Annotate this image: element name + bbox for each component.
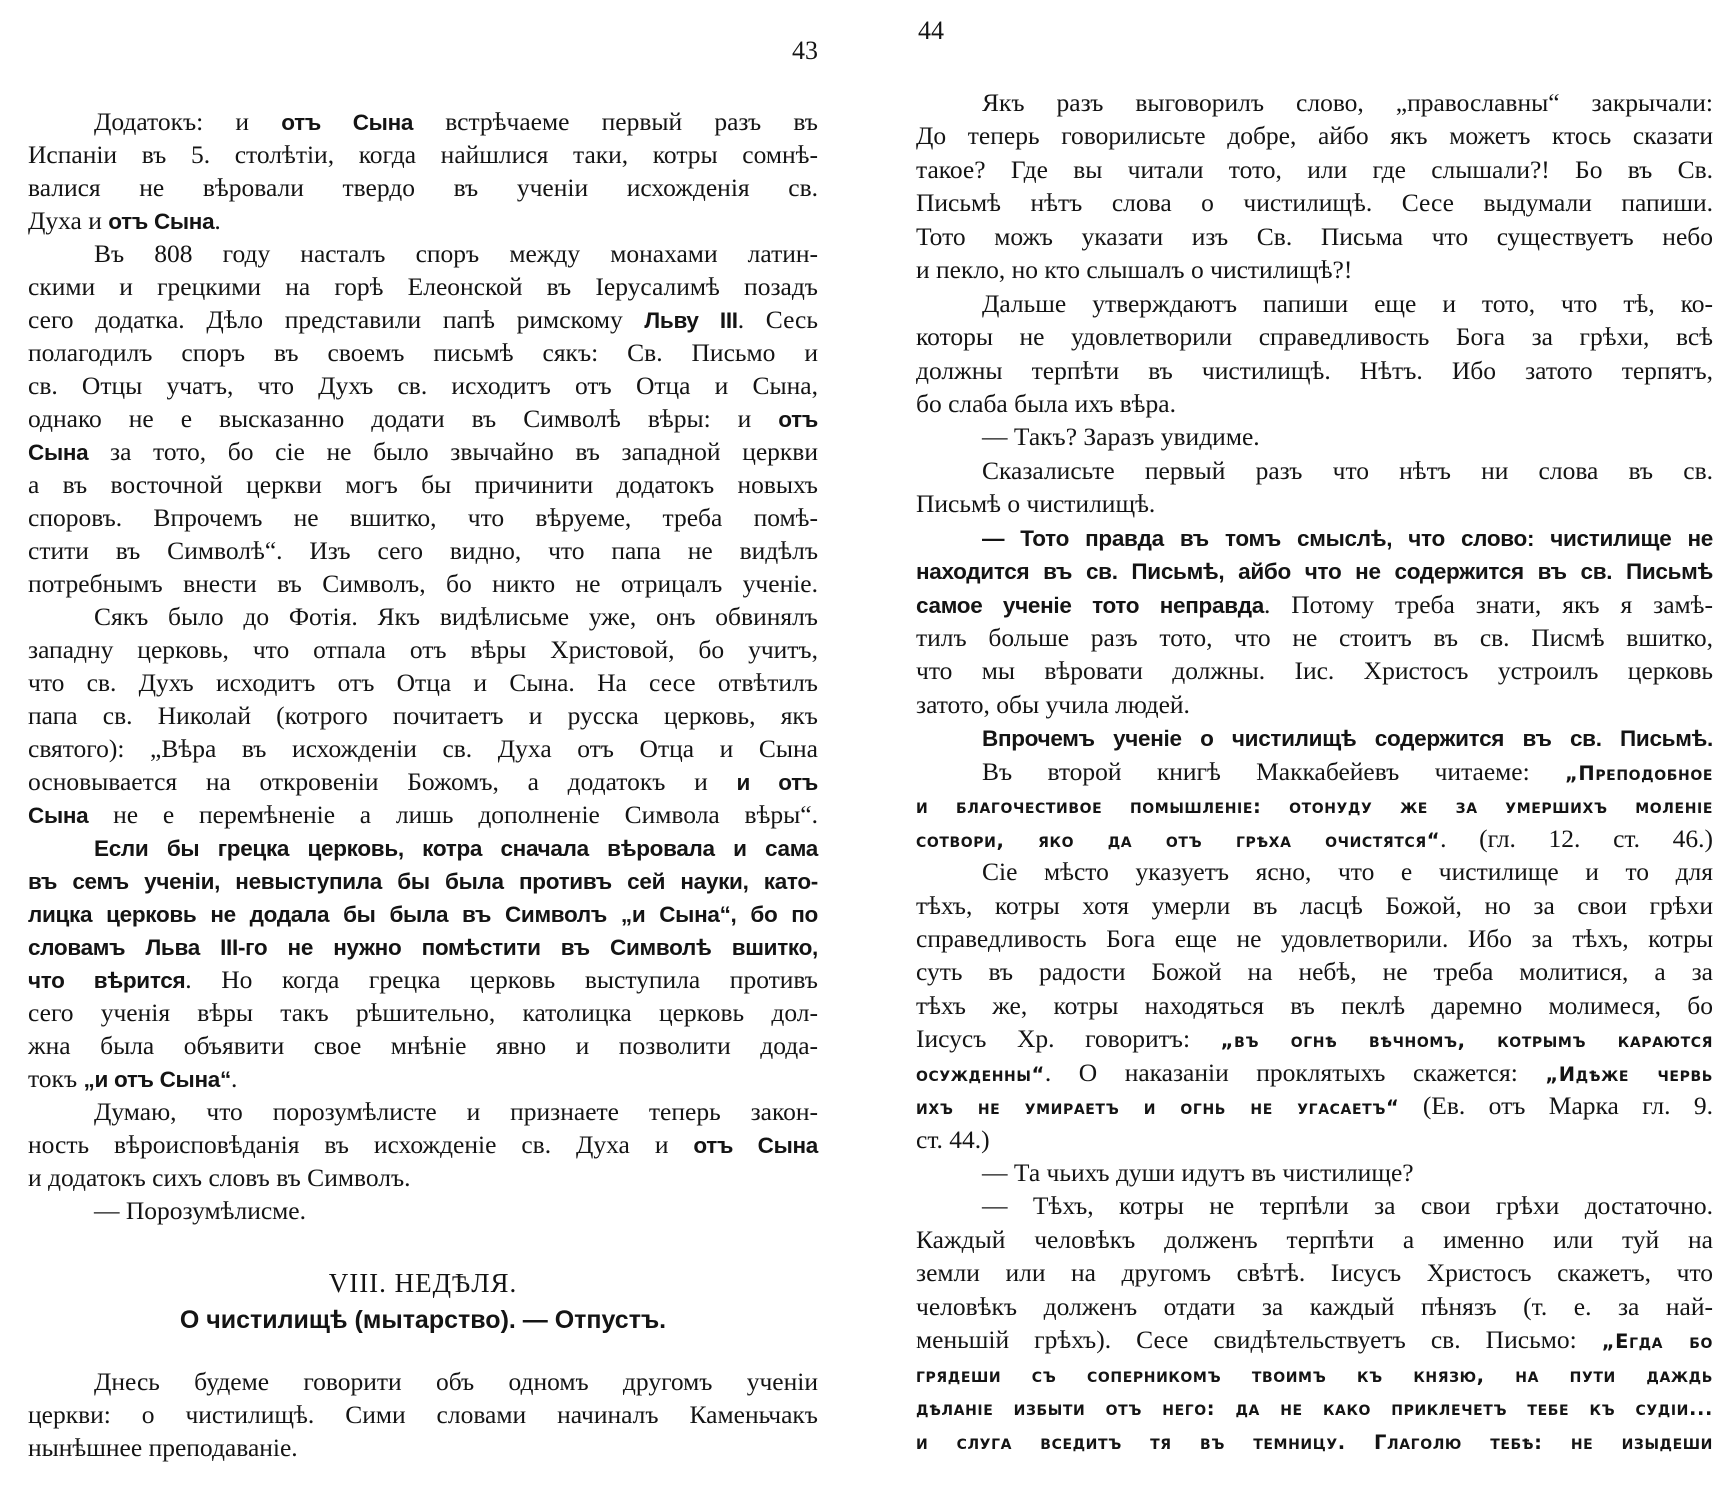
text: святого): „Вѣра въ исхожденіи св. Духа отъ Отца и Сына (28, 734, 818, 763)
text-line (28, 930, 818, 963)
text-line (916, 1290, 1713, 1323)
text-line (28, 138, 818, 171)
church-slavonic-quote: дѣланіе избыти отъ него: да не како приклечетъ тебе къ судіи... (916, 1397, 1713, 1421)
text-line (916, 588, 1713, 621)
text: — Порозумѣлисме. (94, 1196, 306, 1225)
bold-text: въ семъ ученіи, невыступила бы была противъ сей науки, като- (28, 869, 818, 894)
text-line (28, 600, 818, 633)
text-line (28, 1128, 818, 1161)
church-slavonic-quote: сотвори, яко да отъ грѣха очистятся“ (916, 828, 1441, 852)
body-text (28, 105, 818, 1227)
text-line (28, 105, 818, 138)
text-line (916, 1323, 1713, 1356)
body-text (916, 86, 1713, 1457)
text: св. Отцы учатъ, что Духъ св. исходитъ отъ Отца и Сына, (28, 371, 818, 400)
text-line (916, 454, 1713, 487)
text-line (28, 897, 818, 930)
text-line (916, 1189, 1713, 1222)
text-line (916, 688, 1713, 721)
chapter-title: О чистилищѣ (мытарство). — Отпустъ. (179, 1306, 667, 1334)
text-line (28, 963, 818, 996)
text-line (916, 822, 1713, 855)
text-line (916, 721, 1713, 754)
text: Додатокъ: и (94, 107, 282, 136)
text: затото, обы учила людей. (916, 689, 1190, 719)
text-line (916, 487, 1713, 520)
text: — Тѣхъ, котры не терпѣли за свои грѣхи достаточно. (982, 1191, 1713, 1221)
text-line (28, 633, 818, 666)
text-line (28, 567, 818, 600)
text-line (916, 788, 1713, 821)
text: что мы вѣровати должны. Іис. Христосъ устроилъ церковь (916, 656, 1713, 686)
text-line (916, 654, 1713, 687)
text-line (28, 369, 818, 402)
text-line (28, 501, 818, 534)
text: Сякъ было до Фотія. Якъ видѣлисьме уже, онъ обвинялъ (94, 602, 818, 631)
bold-text: отъ Сына (281, 110, 414, 135)
chapter-opening-text (28, 1365, 818, 1464)
bold-text: Сына (28, 440, 89, 465)
text: бо слаба была ихъ вѣра. (916, 388, 1176, 418)
church-slavonic-quote: „Егда бо (1601, 1330, 1713, 1354)
left-page (28, 0, 818, 1500)
text-line (28, 171, 818, 204)
text: Духа и (28, 206, 109, 235)
bold-text: Сына (28, 803, 89, 828)
text-line (916, 354, 1713, 387)
church-slavonic-quote: осужденны“ (916, 1062, 1045, 1086)
bold-text: — Тото правда въ томъ смыслѣ, что слово: чистилище не (982, 525, 1713, 551)
text-line (28, 435, 818, 468)
church-slavonic-quote: „въ огнѣ вѣчномъ, котрымъ караются (1220, 1029, 1713, 1053)
bold-text: самое ученіе тото неправда (916, 592, 1264, 618)
text-line (28, 237, 818, 270)
text: и додатокъ сихъ словъ въ Символъ. (28, 1163, 411, 1192)
text-line (916, 889, 1713, 922)
text-line (916, 521, 1713, 554)
text: что св. Духъ исходитъ отъ Отца и Сына. На сесе отвѣтилъ (28, 668, 818, 697)
text: ность вѣроисповѣданія въ исхожденіе св. Духа и (28, 1130, 694, 1159)
text: . Сесь (737, 305, 818, 334)
text: Въ 808 году насталъ споръ между монахами латин- (94, 239, 818, 268)
text: Днесь будеме говорити объ одномъ другомъ ученіи (94, 1367, 818, 1396)
text: . (230, 1064, 238, 1093)
text: земли или на другомъ свѣтѣ. Іисусъ Христосъ скажетъ, что (916, 1258, 1713, 1288)
text: токъ (28, 1064, 84, 1093)
text: Дальше утверждаютъ папиши еще и тото, что тѣ, ко- (982, 288, 1713, 318)
church-slavonic-quote: и слуга вседитъ тя въ темницу. Глаголю тебѣ: не изыдеши (916, 1430, 1713, 1454)
text: такое? Где вы читали тото, или где слышали?! Бо въ Св. (916, 154, 1713, 184)
text-line (916, 922, 1713, 955)
text: Сказалисьте первый разъ что нѣтъ ни слова въ св. (982, 455, 1713, 485)
text-line (916, 855, 1713, 888)
text-line (28, 468, 818, 501)
text: сего додатка. Дѣло представили папѣ римскому (28, 305, 645, 334)
text: Испаніи въ 5. столѣтіи, когда найшлися таки, котры сомнѣ- (28, 140, 818, 169)
text-line (28, 831, 818, 864)
bold-text: отъ (778, 407, 818, 432)
text-line (28, 270, 818, 303)
text: встрѣчаеме первый разъ въ (413, 107, 818, 136)
text: справедливость Бога еще не удовлетворили. Ибо за тѣхъ, котры (916, 923, 1713, 953)
text-line (916, 320, 1713, 353)
text-line (916, 955, 1713, 988)
bold-text: Льву III (644, 308, 738, 333)
text: До теперь говорилисьте добре, айбо якъ можетъ ктось сказати (916, 121, 1713, 151)
right-page (916, 0, 1713, 1500)
text: нынѣшнее преподаваніе. (28, 1433, 298, 1462)
text: меньшій грѣхъ). Сесе свидѣтельствуетъ св. Письмо: (916, 1325, 1602, 1355)
text: стити въ Символѣ“. Изъ сего видно, что папа не видѣлъ (28, 536, 818, 565)
text-line (28, 765, 818, 798)
church-slavonic-quote: „Преподобное (1564, 761, 1713, 785)
text-line (28, 1365, 818, 1398)
bold-text: словамъ Льва III-го не нужно помѣстити въ Символѣ вшитко, (28, 935, 818, 960)
text-line (916, 387, 1713, 420)
text-line (916, 86, 1713, 119)
text-line (916, 287, 1713, 320)
text-line (28, 864, 818, 897)
text-line (28, 1062, 818, 1095)
text-line (28, 336, 818, 369)
text-line (916, 1223, 1713, 1256)
text-line (916, 1424, 1713, 1457)
text-line (916, 1390, 1713, 1423)
page-number: 43 (792, 36, 818, 65)
text: споровъ. Впрочемъ не вшитко, что вѣруеме, треба помѣ- (28, 503, 818, 532)
text: ст. 44.) (916, 1124, 990, 1154)
week-title: VIII. НЕДѢЛЯ. (328, 1268, 518, 1298)
text: Письмѣ о чистилищѣ. (916, 489, 1156, 519)
text: . Но когда грецка церковь выступила противъ (185, 965, 818, 994)
text-line (916, 1056, 1713, 1089)
text: Тото можъ указати изъ Св. Письма что существуетъ небо (916, 221, 1713, 251)
church-slavonic-quote: грядеши съ соперникомъ твоимъ къ князю, на пути даждь (916, 1363, 1713, 1387)
text: скими и грецкими на горѣ Елеонской въ Іерусалимѣ позадъ (28, 272, 818, 301)
bold-text: отъ Сына (108, 209, 215, 234)
text-line (916, 1156, 1713, 1189)
text: жна была объявити свое мнѣніе явно и позволити дода- (28, 1031, 818, 1060)
text: не е перемѣненіе а лишь дополненіе Символа вѣры“. (88, 800, 818, 829)
text: Іисусъ Хр. говоритъ: (916, 1024, 1221, 1054)
text: полагодилъ споръ въ своемъ письмѣ сякъ: Св. Письмо и (28, 338, 818, 367)
text-line (916, 119, 1713, 152)
text-line (28, 1431, 818, 1464)
text: тѣхъ, котры хотя умерли въ ласцѣ Божой, но за свои грѣхи (916, 890, 1713, 920)
text-line (916, 420, 1713, 453)
church-slavonic-quote: ихъ не умираетъ и огнь не угасаетъ“ (916, 1096, 1400, 1120)
text-line (28, 1194, 818, 1227)
text: Въ второй книгѣ Маккабейевъ читаеме: (982, 756, 1565, 786)
text-line (28, 534, 818, 567)
text: сего ученія вѣры такъ рѣшительно, католицка церковь дол- (28, 998, 818, 1027)
text-line (28, 1398, 818, 1431)
text: однако не е высказанно додати въ Символѣ вѣры: и (28, 404, 779, 433)
bold-text: Впрочемъ ученіе о чистилищѣ содержится въ св. Письмѣ. (982, 726, 1713, 752)
text: — Та чьихъ души идутъ въ чистилище? (982, 1158, 1414, 1187)
bold-text: находится въ св. Письмѣ, айбо что не содержится въ св. Письмѣ (916, 559, 1713, 585)
bold-text: „и отъ Сына“ (83, 1067, 231, 1092)
text: суть въ радости Божой на небѣ, не треба молитися, а за (916, 957, 1713, 987)
text: . О наказаніи проклятыхъ скажется: (1044, 1057, 1546, 1087)
text: Сіе мѣсто указуетъ ясно, что е чистилище и то для (982, 857, 1713, 887)
text: Письмѣ нѣтъ слова о чистилищѣ. Сесе выдумали папиши. (916, 188, 1713, 218)
text: должны терпѣти въ чистилищѣ. Нѣтъ. Ибо затото терпятъ, (916, 355, 1713, 385)
text-line (916, 186, 1713, 219)
text: тѣхъ же, котры находяться въ пеклѣ даремно молимеся, бо (916, 990, 1713, 1020)
text-line (916, 989, 1713, 1022)
text-line (28, 402, 818, 435)
text-line (28, 204, 818, 237)
text-line (28, 666, 818, 699)
text-line (28, 699, 818, 732)
text-line (28, 1095, 818, 1128)
text-line (916, 253, 1713, 286)
text: потребнымъ внести въ Символъ, бо никто не отрицалъ ученіе. (28, 569, 818, 598)
text: папа св. Николай (котрого почитаетъ и русска церковь, якъ (28, 701, 818, 730)
text: основывается на откровеніи Божомъ, а додатокъ и (28, 767, 737, 796)
text-line (28, 996, 818, 1029)
text-line (28, 732, 818, 765)
text-line (916, 1022, 1713, 1055)
text: . (214, 206, 221, 235)
text: западну церковь, что отпала отъ вѣры Христовой, бо учитъ, (28, 635, 818, 664)
text-line (916, 1123, 1713, 1156)
text: . (гл. 12. ст. 46.) (1440, 823, 1714, 853)
text-line (916, 220, 1713, 253)
text-line (916, 621, 1713, 654)
text: и пекло, но кто слышалъ о чистилищѣ?! (916, 255, 1353, 285)
text-line (28, 798, 818, 831)
text: Думаю, что порозумѣлисте и признаете теперь закон- (94, 1097, 818, 1126)
text: Каждый человѣкъ долженъ терпѣти а именно или туй на (916, 1224, 1713, 1254)
text-line (916, 1256, 1713, 1289)
bold-text: что вѣрится (28, 968, 186, 993)
bold-text: и отъ (736, 770, 818, 795)
text: за тото, бо сіе не было звычайно въ западной церкви (88, 437, 818, 466)
text: — Такъ? Заразъ увидиме. (982, 422, 1260, 452)
bold-text: лицка церковь не додала бы была въ Символъ „и Сына“, бо по (28, 902, 818, 927)
text-line (916, 755, 1713, 788)
text-line (916, 1357, 1713, 1390)
text: которы не удовлетворили справедливость Бога за грѣхи, всѣ (916, 322, 1713, 352)
text: . Потому треба знати, якъ я замѣ- (1263, 589, 1713, 619)
text-line (916, 153, 1713, 186)
text-line (916, 554, 1713, 587)
text: Якъ разъ выговорилъ слово, „православны“ закрычали: (982, 88, 1713, 117)
text-line (916, 1089, 1713, 1122)
text-line (28, 1029, 818, 1062)
church-slavonic-quote: и благочестивое помышленіе: отонуду же за умершихъ моленіе (916, 795, 1713, 819)
bold-text: Если бы грецка церковь, котра сначала вѣровала и сама (94, 836, 818, 861)
text: а въ восточной церкви могъ бы причинити додатокъ новыхъ (28, 470, 818, 499)
text-line (28, 1161, 818, 1194)
text: церкви: о чистилищѣ. Сими словами начиналъ Каменьчакъ (28, 1400, 818, 1429)
text: тилъ больше разъ тото, что не стоитъ въ св. Писмѣ вшитко, (916, 623, 1713, 652)
text: человѣкъ долженъ отдати за каждый пѣнязъ (т. е. за най- (916, 1291, 1713, 1321)
page-number: 44 (918, 16, 944, 45)
bold-text: отъ Сына (693, 1133, 818, 1158)
church-slavonic-quote: „Идѣже червь (1545, 1062, 1713, 1086)
text: валися не вѣровали твердо въ ученіи исхожденія св. (28, 173, 818, 202)
text-line (28, 303, 818, 336)
text: (Ев. отъ Марка гл. 9. (1399, 1091, 1713, 1121)
